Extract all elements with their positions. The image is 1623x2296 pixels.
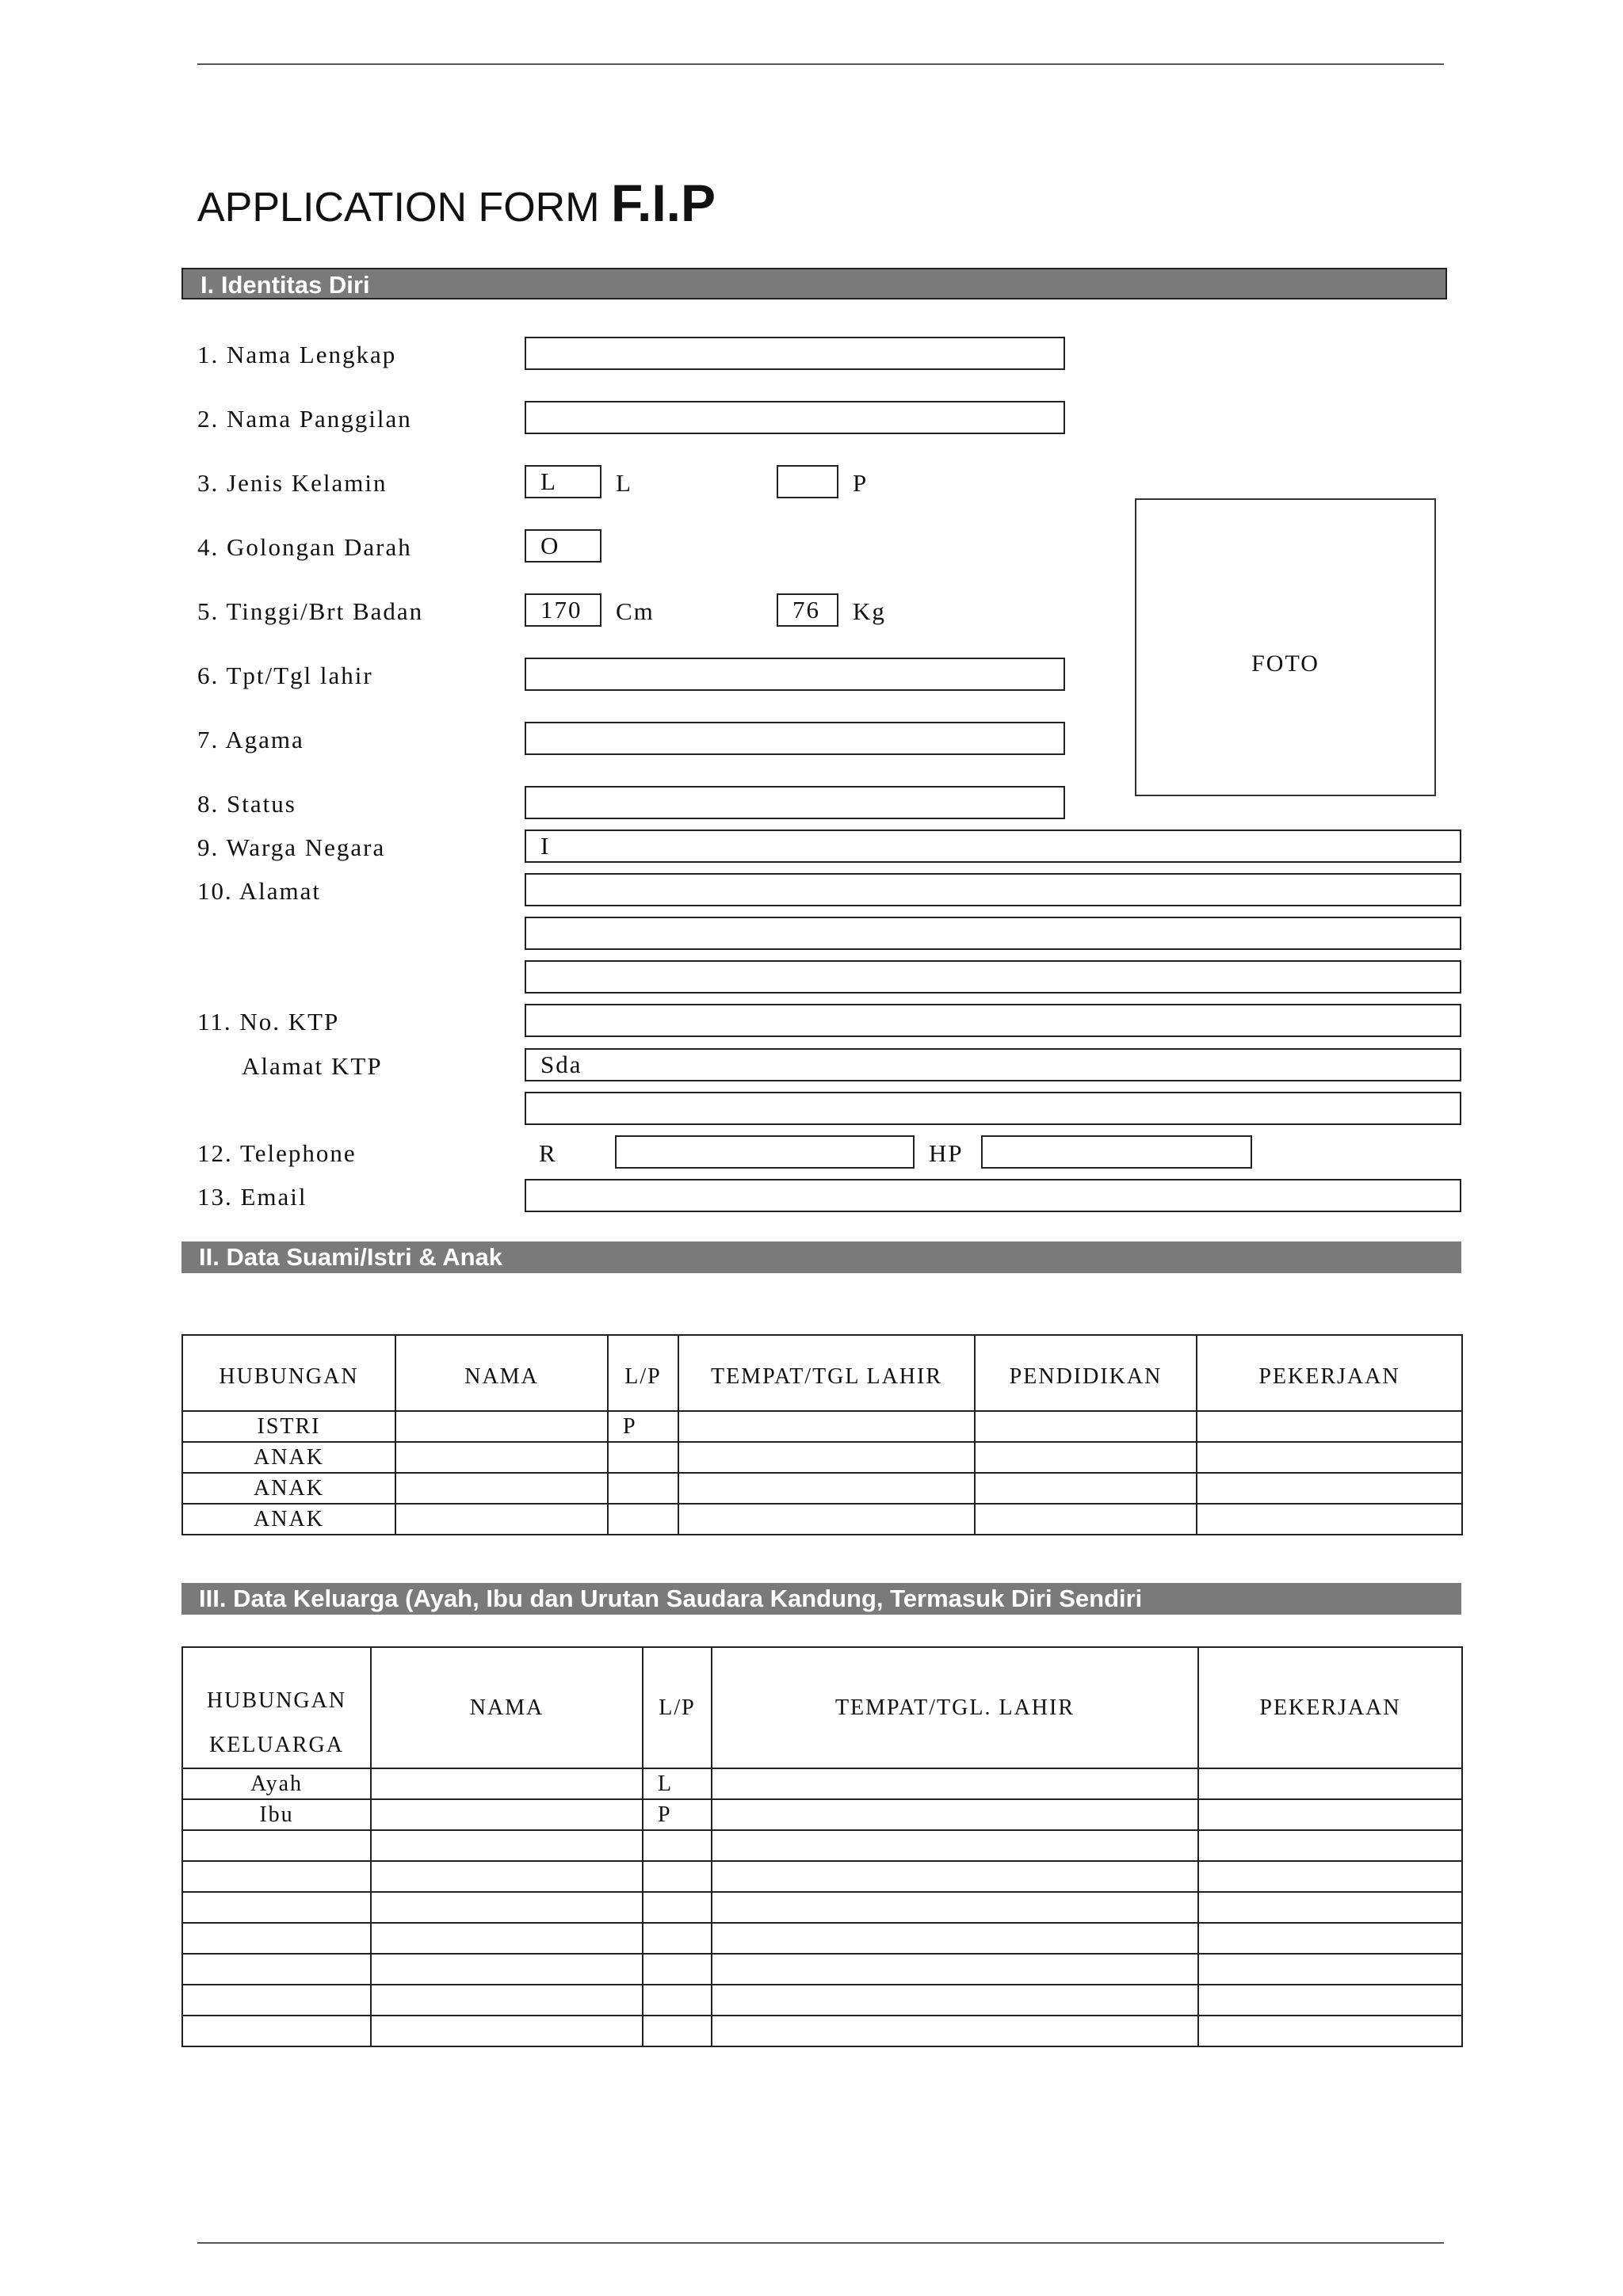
agama-field[interactable] xyxy=(525,722,1065,755)
section-3-heading: III. Data Keluarga (Ayah, Ibu dan Urutan Saudara Kandung, Termasuk Diri Sendiri xyxy=(181,1583,1461,1615)
alamat-field-2[interactable] xyxy=(525,917,1461,950)
table-cell[interactable] xyxy=(182,1923,371,1954)
nama-lengkap-field[interactable] xyxy=(525,337,1065,370)
col-tempat-tgl-lahir: TEMPAT/TGL LAHIR xyxy=(678,1335,975,1411)
table-header-row xyxy=(182,1647,1462,1768)
table-cell[interactable] xyxy=(712,1954,1198,1985)
table-cell[interactable]: L xyxy=(643,1768,712,1799)
label-email: 13. Email xyxy=(197,1183,307,1211)
jenis-kelamin-p-box[interactable] xyxy=(777,465,838,498)
table-cell[interactable] xyxy=(371,1830,643,1861)
table-cell[interactable] xyxy=(643,1830,712,1861)
table-cell[interactable] xyxy=(712,1985,1198,2016)
table-row xyxy=(182,1892,1462,1923)
table-cell[interactable] xyxy=(712,1892,1198,1923)
label-no-ktp: 11. No. KTP xyxy=(197,1008,340,1035)
table-cell[interactable] xyxy=(712,1799,1198,1830)
family-table xyxy=(181,1646,1463,2047)
table-cell[interactable] xyxy=(371,1768,643,1799)
table-cell[interactable]: P xyxy=(608,1411,678,1442)
table-cell: ISTRI xyxy=(182,1411,395,1442)
col-nama: NAMA xyxy=(371,1647,643,1768)
label-tinggi-berat: 5. Tinggi/Brt Badan xyxy=(197,597,424,625)
col-nama: NAMA xyxy=(395,1335,608,1411)
table-cell[interactable] xyxy=(643,1954,712,1985)
col-pekerjaan: PEKERJAAN xyxy=(1198,1647,1462,1768)
label-telephone: 12. Telephone xyxy=(197,1139,357,1167)
table-cell[interactable] xyxy=(1197,1411,1462,1442)
table-row xyxy=(182,1442,1462,1473)
option-p-label: P xyxy=(853,469,869,497)
form-code: F.I.P xyxy=(611,174,716,232)
table-row xyxy=(182,1923,1462,1954)
table-row xyxy=(182,1799,1462,1830)
col-tempat-tgl-lahir: TEMPAT/TGL. LAHIR xyxy=(712,1647,1198,1768)
table-cell[interactable] xyxy=(1198,1985,1462,2016)
alamat-ktp-field-1[interactable]: Sda xyxy=(525,1048,1461,1081)
table-cell[interactable] xyxy=(643,1861,712,1892)
section-1-heading: I. Identitas Diri xyxy=(181,268,1447,299)
table-cell[interactable] xyxy=(1197,1473,1462,1504)
table-cell: ANAK xyxy=(182,1442,395,1473)
table-cell[interactable] xyxy=(975,1504,1197,1535)
photo-box[interactable] xyxy=(1135,498,1436,796)
table-cell[interactable] xyxy=(1198,1861,1462,1892)
label-jenis-kelamin: 3. Jenis Kelamin xyxy=(197,469,388,497)
table-cell[interactable] xyxy=(975,1473,1197,1504)
col-hubungan-keluarga: HUBUNGAN KELUARGA xyxy=(182,1647,371,1768)
table-row xyxy=(182,1861,1462,1892)
table-cell[interactable] xyxy=(608,1504,678,1535)
table-cell[interactable] xyxy=(678,1504,975,1535)
table-cell[interactable] xyxy=(1198,1799,1462,1830)
table-cell[interactable] xyxy=(1198,1923,1462,1954)
table-cell[interactable] xyxy=(712,1861,1198,1892)
table-header-row xyxy=(182,1335,1462,1411)
col-pekerjaan: PEKERJAAN xyxy=(1197,1335,1462,1411)
col-lp: L/P xyxy=(643,1647,712,1768)
table-cell[interactable] xyxy=(182,1892,371,1923)
table-cell[interactable] xyxy=(182,1985,371,2016)
spouse-children-table xyxy=(181,1334,1463,1535)
table-cell[interactable] xyxy=(371,1923,643,1954)
nama-panggilan-field[interactable] xyxy=(525,401,1065,434)
table-row xyxy=(182,1473,1462,1504)
col-pendidikan: PENDIDIKAN xyxy=(975,1335,1197,1411)
table-cell[interactable] xyxy=(182,1830,371,1861)
table-cell[interactable] xyxy=(678,1442,975,1473)
alamat-ktp-field-2[interactable] xyxy=(525,1092,1461,1125)
table-cell[interactable] xyxy=(182,2016,371,2046)
col-lp: L/P xyxy=(608,1335,678,1411)
tinggi-badan-field[interactable]: 170 xyxy=(525,593,601,627)
label-status: 8. Status xyxy=(197,790,296,818)
label-alamat: 10. Alamat xyxy=(197,877,322,905)
table-cell[interactable] xyxy=(1198,1768,1462,1799)
tempat-tgl-lahir-field[interactable] xyxy=(525,658,1065,691)
table-row xyxy=(182,1504,1462,1535)
table-cell[interactable] xyxy=(975,1411,1197,1442)
table-cell[interactable] xyxy=(371,1985,643,2016)
table-cell[interactable] xyxy=(678,1411,975,1442)
table-cell[interactable] xyxy=(371,1892,643,1923)
table-cell: Ibu xyxy=(182,1799,371,1830)
table-cell[interactable] xyxy=(395,1442,608,1473)
label-agama: 7. Agama xyxy=(197,726,304,753)
table-row xyxy=(182,1954,1462,1985)
photo-label: FOTO xyxy=(1251,650,1319,677)
table-cell[interactable] xyxy=(182,1954,371,1985)
table-cell[interactable] xyxy=(643,2016,712,2046)
table-cell: Ayah xyxy=(182,1768,371,1799)
table-cell[interactable] xyxy=(1197,1504,1462,1535)
table-cell[interactable] xyxy=(712,1830,1198,1861)
label-warga-negara: 9. Warga Negara xyxy=(197,833,386,861)
table-cell[interactable] xyxy=(712,2016,1198,2046)
email-field[interactable] xyxy=(525,1179,1461,1212)
telephone-r-label: R xyxy=(539,1139,557,1167)
bottom-rule xyxy=(197,2242,1444,2244)
alamat-field-3[interactable] xyxy=(525,960,1461,994)
table-cell[interactable] xyxy=(643,1892,712,1923)
telephone-hp-label: HP xyxy=(929,1139,964,1167)
table-cell[interactable] xyxy=(1198,2016,1462,2046)
table-cell[interactable] xyxy=(678,1473,975,1504)
table-cell[interactable] xyxy=(712,1923,1198,1954)
page-title xyxy=(197,173,716,233)
top-rule xyxy=(197,63,1444,65)
unit-cm: Cm xyxy=(616,597,655,625)
option-l-label: L xyxy=(616,469,632,497)
table-cell[interactable] xyxy=(608,1442,678,1473)
col-hubungan: HUBUNGAN xyxy=(182,1335,395,1411)
alamat-field-1[interactable] xyxy=(525,873,1461,906)
table-cell[interactable] xyxy=(371,1799,643,1830)
label-golongan-darah: 4. Golongan Darah xyxy=(197,533,412,561)
label-tempat-tgl-lahir: 6. Tpt/Tgl lahir xyxy=(197,662,373,689)
unit-kg: Kg xyxy=(853,597,886,625)
jenis-kelamin-l-box[interactable]: L xyxy=(525,465,601,498)
berat-badan-field[interactable]: 76 xyxy=(777,593,838,627)
table-cell[interactable] xyxy=(371,1954,643,1985)
no-ktp-field[interactable] xyxy=(525,1004,1461,1037)
table-cell[interactable] xyxy=(643,1985,712,2016)
table-cell[interactable] xyxy=(643,1923,712,1954)
table-cell[interactable] xyxy=(1198,1830,1462,1861)
table-cell[interactable] xyxy=(1197,1442,1462,1473)
section-2-heading: II. Data Suami/Istri & Anak xyxy=(181,1241,1461,1273)
table-cell[interactable] xyxy=(608,1473,678,1504)
title-text: APPLICATION FORM xyxy=(197,185,600,231)
golongan-darah-field[interactable]: O xyxy=(525,529,601,563)
label-alamat-ktp: Alamat KTP xyxy=(242,1052,383,1080)
label-nama-panggilan: 2. Nama Panggilan xyxy=(197,405,412,433)
telephone-hp-field[interactable] xyxy=(981,1135,1252,1169)
table-cell[interactable] xyxy=(975,1442,1197,1473)
table-row xyxy=(182,2016,1462,2046)
status-field[interactable] xyxy=(525,786,1065,819)
table-cell[interactable] xyxy=(395,1473,608,1504)
warga-negara-field[interactable]: I xyxy=(525,830,1461,863)
table-cell[interactable] xyxy=(371,1861,643,1892)
table-row xyxy=(182,1830,1462,1861)
table-cell[interactable]: P xyxy=(643,1799,712,1830)
table-cell: ANAK xyxy=(182,1504,395,1535)
table-cell[interactable] xyxy=(1198,1892,1462,1923)
table-row xyxy=(182,1768,1462,1799)
table-cell[interactable] xyxy=(371,2016,643,2046)
table-row xyxy=(182,1985,1462,2016)
table-cell[interactable] xyxy=(395,1411,608,1442)
table-cell[interactable] xyxy=(1198,1954,1462,1985)
table-cell[interactable] xyxy=(182,1861,371,1892)
table-cell[interactable] xyxy=(395,1504,608,1535)
table-row xyxy=(182,1411,1462,1442)
table-cell[interactable] xyxy=(712,1768,1198,1799)
label-nama-lengkap: 1. Nama Lengkap xyxy=(197,341,397,368)
telephone-rumah-field[interactable] xyxy=(615,1135,915,1169)
table-cell: ANAK xyxy=(182,1473,395,1504)
